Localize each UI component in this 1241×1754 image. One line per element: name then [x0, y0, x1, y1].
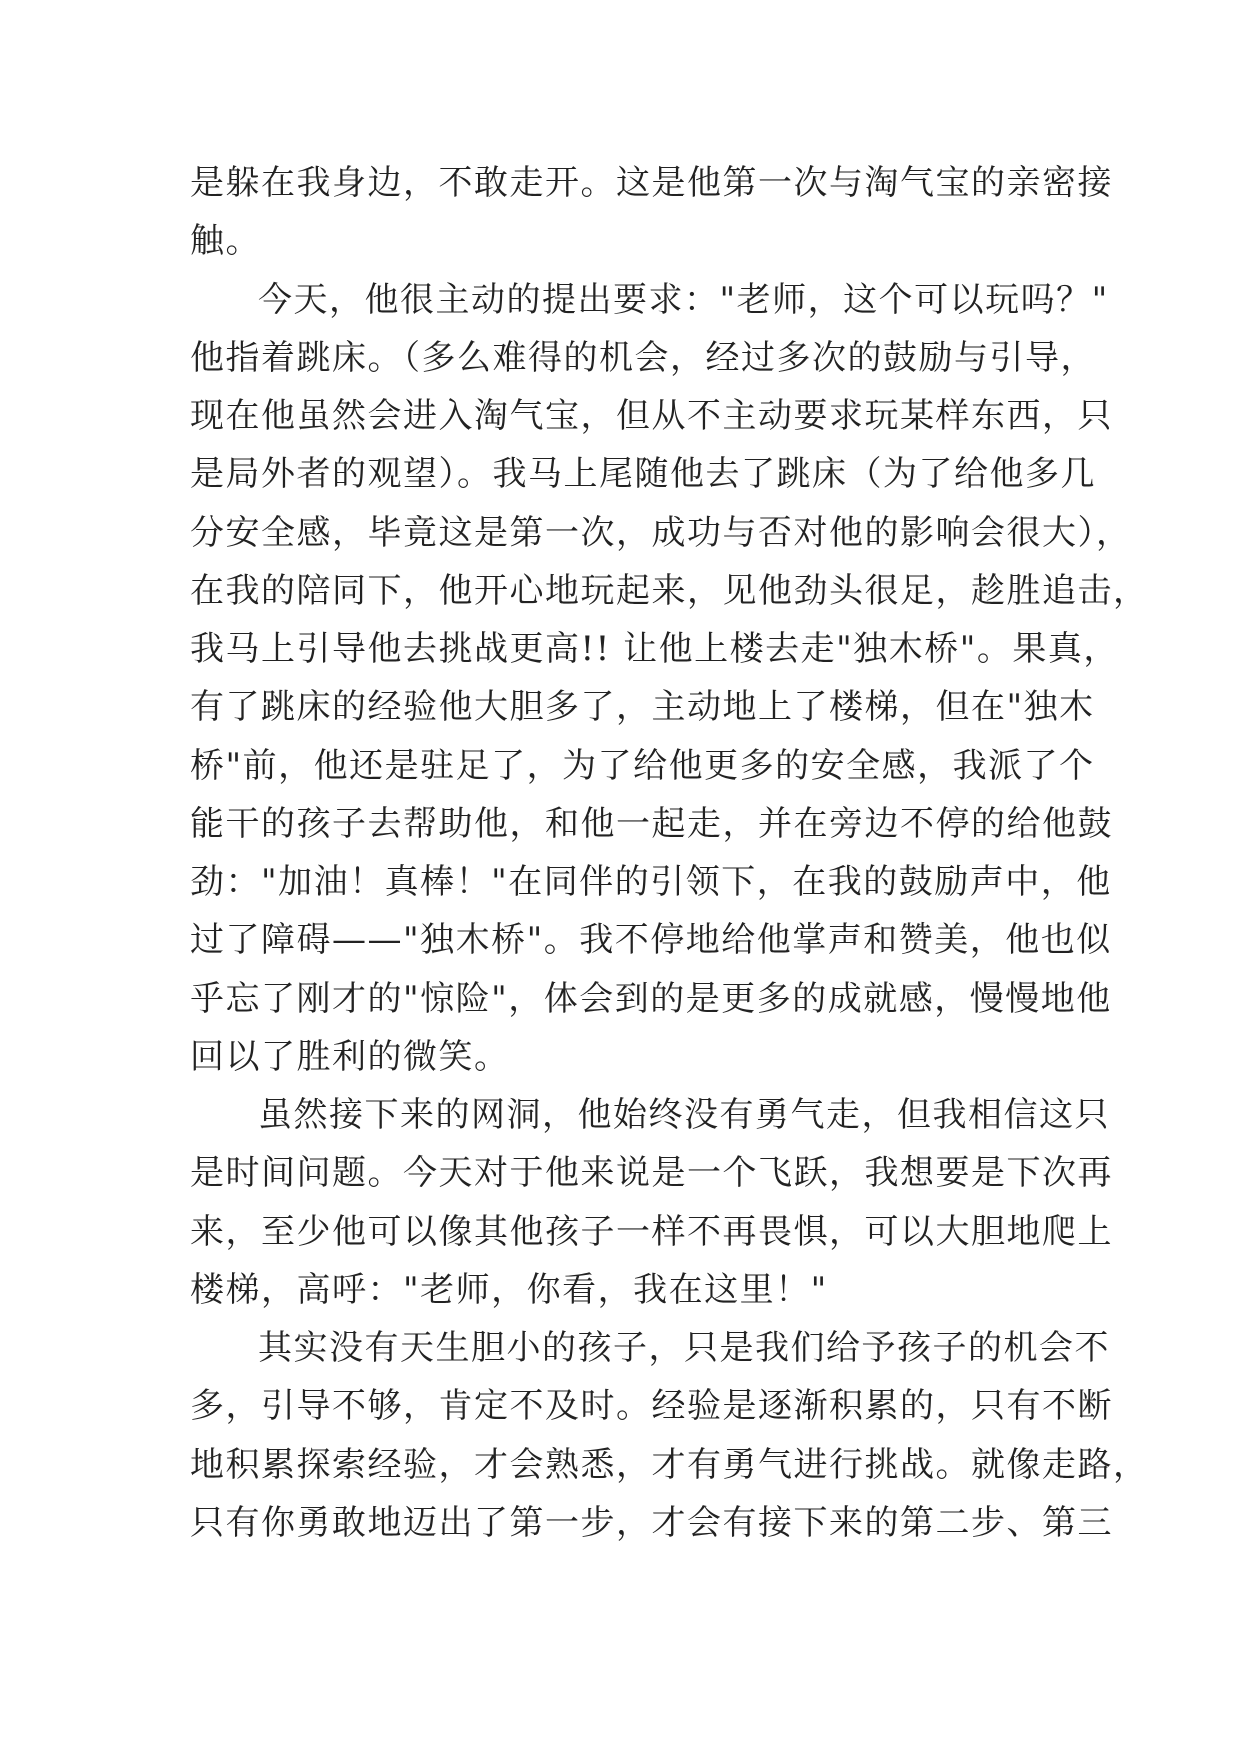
text-line: 桥"前，他还是驻足了，为了给他更多的安全感，我派了个 [190, 745, 1095, 786]
text-line: 现在他虽然会进入淘气宝，但从不主动要求玩某样东西，只 [190, 396, 1113, 436]
text-line: 他指着跳床。（多么难得的机会，经过多次的鼓励与引导， [190, 337, 1096, 378]
text-line: 是局外者的观望）。我马上尾随他去了跳床（为了给他多几 [190, 454, 1096, 495]
text-line: 是躲在我身边，不敢走开。这是他第一次与淘气宝的亲密接 [190, 163, 1113, 203]
text-line: 只有你勇敢地迈出了第一步，才会有接下来的第二步、第三 [190, 1502, 1113, 1543]
paragraph-first-line: 其实没有天生胆小的孩子，只是我们给予孩子的机会不 [258, 1328, 1110, 1368]
text-line: 在我的陪同下，他开心地玩起来，见他劲头很足，趁胜追击， [190, 570, 1149, 611]
text-line: 多，引导不够，肯定不及时。经验是逐渐积累的，只有不断 [190, 1386, 1113, 1427]
text-line: 来，至少他可以像其他孩子一样不再畏惧，可以大胆地爬上 [190, 1211, 1113, 1252]
text-line: 楼梯，高呼："老师，你看，我在这里！" [190, 1269, 828, 1310]
text-line: 分安全感，毕竟这是第一次，成功与否对他的影响会很大）， [190, 512, 1132, 553]
text-line: 能干的孩子去帮助他，和他一起走，并在旁边不停的给他鼓 [190, 803, 1113, 844]
text-line: 是时间问题。今天对于他来说是一个飞跃，我想要是下次再 [190, 1153, 1113, 1194]
text-line: 有了跳床的经验他大胆多了，主动地上了楼梯，但在"独木 [190, 687, 1095, 728]
text-line: 回以了胜利的微笑。 [190, 1036, 510, 1077]
document-body-text [190, 154, 1149, 1552]
text-line: 地积累探索经验，才会熟悉，才有勇气进行挑战。就像走路， [190, 1444, 1149, 1485]
text-line: 我马上引导他去挑战更高!! 让他上楼去走"独木桥"。果真， [190, 629, 1119, 669]
text-line: 触。 [190, 221, 261, 262]
text-line: 乎忘了刚才的"惊险"，体会到的是更多的成就感，慢慢地他 [190, 978, 1112, 1019]
text-line: 过了障碍——"独木桥"。我不停地给他掌声和赞美，他也似 [190, 920, 1112, 961]
text-line: 劲："加油！真棒！"在同伴的引领下，在我的鼓励声中，他 [190, 862, 1112, 902]
paragraph-first-line: 虽然接下来的网洞，他始终没有勇气走，但我相信这只 [258, 1095, 1110, 1135]
paragraph-first-line: 今天，他很主动的提出要求："老师，这个可以玩吗？" [258, 279, 1109, 320]
